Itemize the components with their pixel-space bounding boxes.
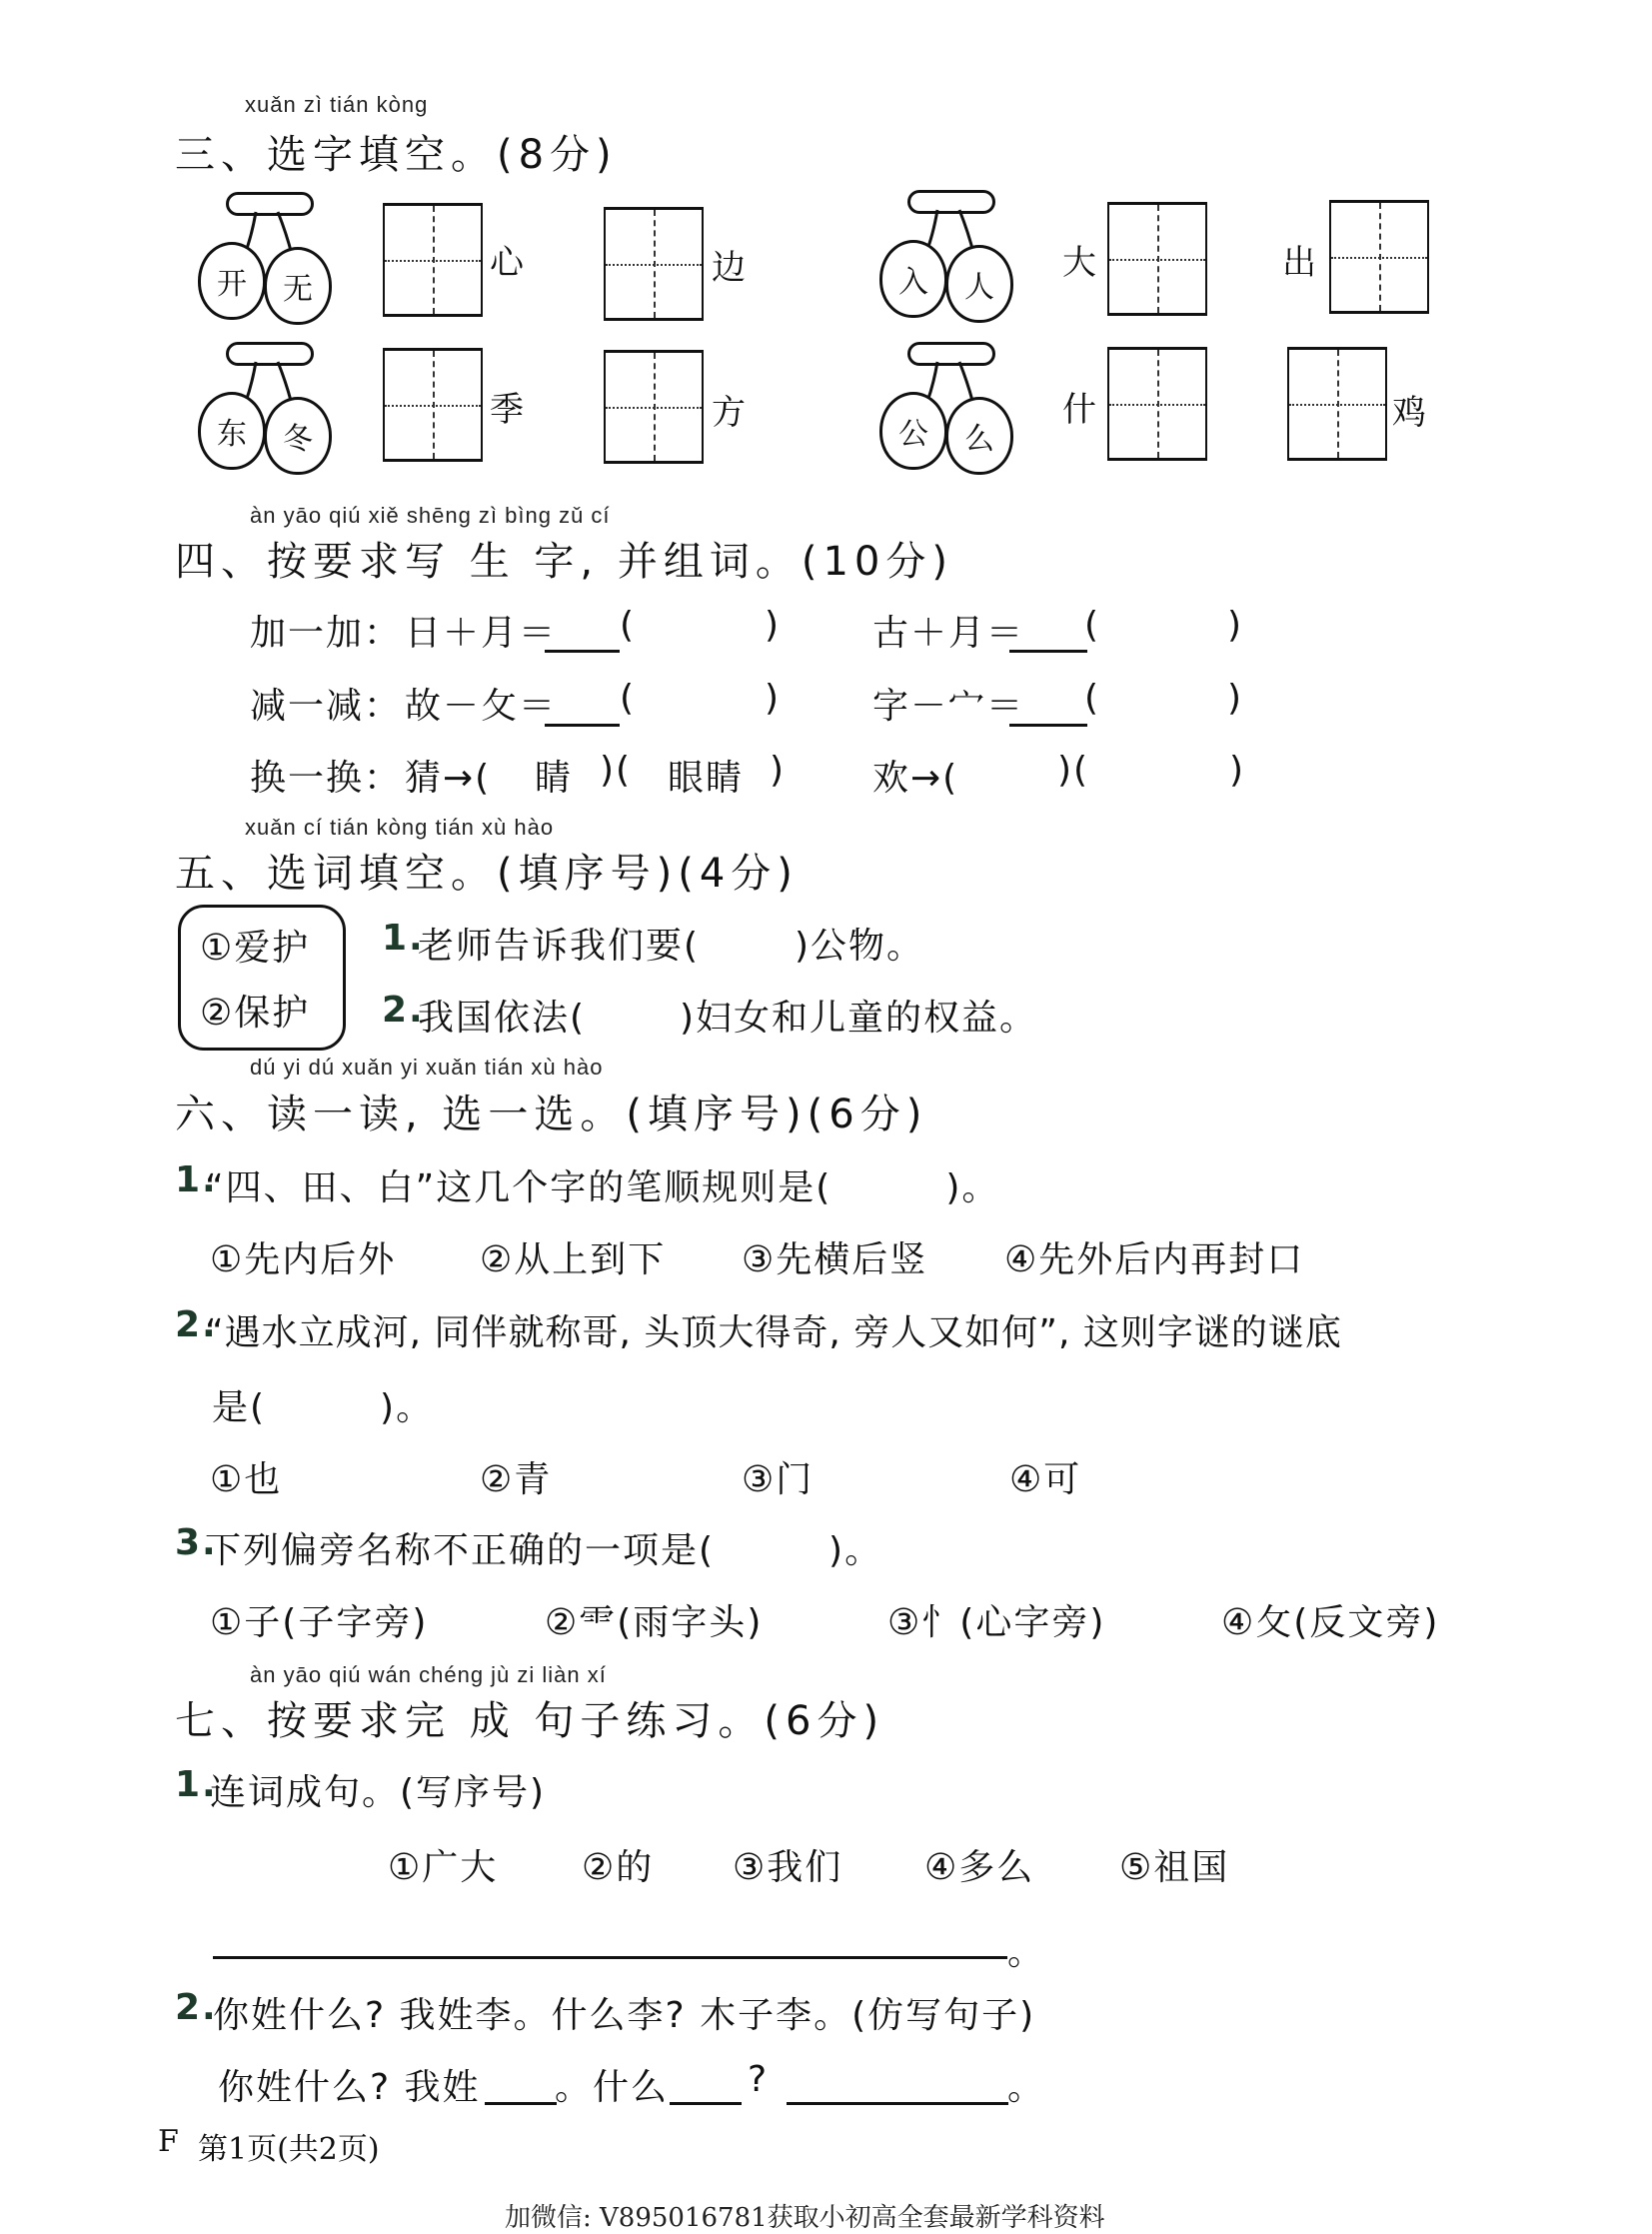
paren-close: ) (1229, 750, 1246, 791)
option: ④可 (1009, 1459, 1082, 1500)
answer-blank[interactable] (1009, 650, 1087, 653)
answer-blank[interactable] (787, 2102, 1008, 2105)
section5-pinyin: xuǎn cí tián kòng tián xù hào (245, 815, 555, 840)
answer-blank[interactable] (485, 2102, 557, 2105)
tianzige-box[interactable] (383, 348, 483, 462)
tianzige-box[interactable] (1107, 347, 1207, 461)
blank-suffix: 方 (712, 393, 746, 433)
cherry-option: 么 (945, 397, 1013, 475)
row-sub-left: 故－攵＝ (405, 686, 558, 727)
section6-pinyin: dú yi dú xuǎn yi xuǎn tián xù hào (250, 1055, 604, 1080)
word-choice: ②保护 (200, 993, 311, 1034)
section6-title: 六、读一读, 选一选。(填序号)(6分) (175, 1092, 928, 1137)
paren-close: ) (1227, 605, 1244, 646)
section3-title: 三、选字填空。(8分) (175, 132, 618, 178)
watermark: 加微信: V895016781获取小初高全套最新学科资料 (505, 2203, 1105, 2233)
cherry-options-4 (879, 342, 1029, 477)
blank-suffix: 鸡 (1392, 393, 1426, 433)
section4-title: 四、按要求写 生 字, 并组词。(10分) (175, 539, 953, 585)
row-sub-right: 字－宀＝ (872, 686, 1025, 727)
sentence-part: ? (748, 2059, 770, 2100)
period: 。 (1007, 2067, 1046, 2108)
paren-close-open: )( (1057, 750, 1090, 791)
example-char: 睛 (535, 758, 574, 799)
blank-prefix: 什 (1062, 390, 1096, 430)
option: ③先横后竖 (742, 1239, 928, 1280)
question-number: 2. (175, 1987, 218, 2028)
cherry-option: 开 (198, 242, 266, 320)
option: ①先内后外 (210, 1239, 397, 1280)
sentence-part: 。什么 (555, 2067, 670, 2108)
word: ④多么 (924, 1847, 1035, 1888)
cherry-option: 东 (198, 392, 266, 470)
row-swap-label: 换一换： (250, 758, 403, 799)
row-swap-right: 欢→( (872, 758, 959, 799)
option: ③门 (742, 1459, 815, 1500)
tianzige-box[interactable] (1329, 200, 1429, 314)
option: ①子(子字旁) (210, 1602, 429, 1643)
answer-blank[interactable] (670, 2102, 742, 2105)
blank-prefix: 出 (1282, 243, 1316, 283)
option: ①也 (210, 1459, 283, 1500)
paren-open: ( (1084, 678, 1101, 719)
question-number: 1. (175, 1764, 218, 1805)
word: ⑤祖国 (1119, 1847, 1230, 1888)
word: ①广大 (388, 1847, 499, 1888)
page-number: 第1页(共2页) (198, 2132, 380, 2167)
question-number: 3. (175, 1522, 218, 1563)
paren-open: ( (620, 605, 637, 646)
row-add-left: 日＋月＝ (405, 613, 558, 654)
row-sub-label: 减一减： (250, 686, 403, 727)
section3-pinyin: xuǎn zì tián kòng (245, 92, 429, 117)
question-text: “遇水立成河, 同伴就称哥, 头顶大得奇, 旁人又如何”, 这则字谜的谜底 (205, 1312, 1342, 1353)
question-text: 连词成句。(写序号) (210, 1772, 547, 1813)
blank-suffix: 季 (490, 390, 524, 430)
blank-prefix: 大 (1062, 243, 1096, 283)
cherry-option: 人 (945, 245, 1013, 323)
cherry-options-2 (879, 190, 1029, 325)
question-number: 2. (175, 1304, 218, 1345)
tianzige-box[interactable] (1107, 202, 1207, 316)
word: ②的 (582, 1847, 655, 1888)
blank-suffix: 边 (712, 248, 746, 288)
question-text: 你姓什么? 我姓李。什么李? 木子李。(仿写句子) (213, 1995, 1036, 2036)
question-text: )公物。 (795, 926, 925, 967)
answer-blank[interactable] (545, 724, 620, 727)
section7-pinyin: àn yāo qiú wán chéng jù zi liàn xí (250, 1662, 607, 1687)
word: ③我们 (733, 1847, 843, 1888)
question-text: 下列偏旁名称不正确的一项是( )。 (205, 1530, 883, 1571)
cherry-option: 公 (879, 392, 947, 470)
tianzige-box[interactable] (604, 207, 704, 321)
cherry-option: 入 (879, 240, 947, 318)
option: ③忄(心字旁) (887, 1602, 1106, 1643)
section4-pinyin: àn yāo qiú xiě shēng zì bìng zǔ cí (250, 503, 611, 528)
example-word: 眼睛 (668, 758, 745, 799)
section7-title: 七、按要求完 成 句子练习。(6分) (175, 1698, 885, 1744)
tianzige-box[interactable] (1287, 347, 1387, 461)
option: ②⻗(雨字头) (545, 1602, 764, 1643)
blank-suffix: 心 (490, 243, 524, 283)
paren-open: ( (620, 678, 637, 719)
footer-mark: F (158, 2124, 179, 2159)
row-add-right: 古＋月＝ (872, 613, 1025, 654)
question-text: )妇女和儿童的权益。 (680, 998, 1038, 1039)
paren-close-open: )( (600, 750, 633, 791)
question-text: “四、田、白”这几个字的笔顺规则是( )。 (205, 1167, 1000, 1208)
question-text: 是( )。 (212, 1387, 435, 1428)
answer-blank[interactable] (1009, 724, 1087, 727)
cherry-option: 冬 (264, 397, 332, 475)
question-text: 我国依法( (418, 998, 587, 1039)
word-choice: ①爱护 (200, 928, 311, 969)
question-number: 2. (382, 990, 425, 1031)
row-add-label: 加一加： (250, 613, 403, 654)
option: ④先外后内再封口 (1004, 1239, 1305, 1280)
period: 。 (1007, 1932, 1046, 1973)
tianzige-box[interactable] (383, 203, 483, 317)
cherry-option: 无 (264, 247, 332, 325)
question-number: 1. (175, 1159, 218, 1200)
paren-close: ) (765, 605, 782, 646)
paren-close: ) (765, 678, 782, 719)
sentence-part: 你姓什么? 我姓 (218, 2067, 481, 2108)
option: ②青 (480, 1459, 553, 1500)
cherry-options-1 (198, 192, 348, 327)
section5-title: 五、选词填空。(填序号)(4分) (175, 851, 799, 897)
question-text: 老师告诉我们要( (418, 926, 701, 967)
paren-open: ( (1084, 605, 1101, 646)
option: ④攵(反文旁) (1221, 1602, 1440, 1643)
cherry-options-3 (198, 342, 348, 477)
paren-close: ) (1227, 678, 1244, 719)
tianzige-box[interactable] (604, 350, 704, 464)
answer-blank[interactable] (545, 650, 620, 653)
answer-line[interactable] (213, 1956, 1007, 1959)
paren-close: ) (770, 750, 787, 791)
question-number: 1. (382, 918, 425, 959)
option: ②从上到下 (480, 1239, 667, 1280)
row-swap-left: 猜→( (405, 758, 492, 799)
